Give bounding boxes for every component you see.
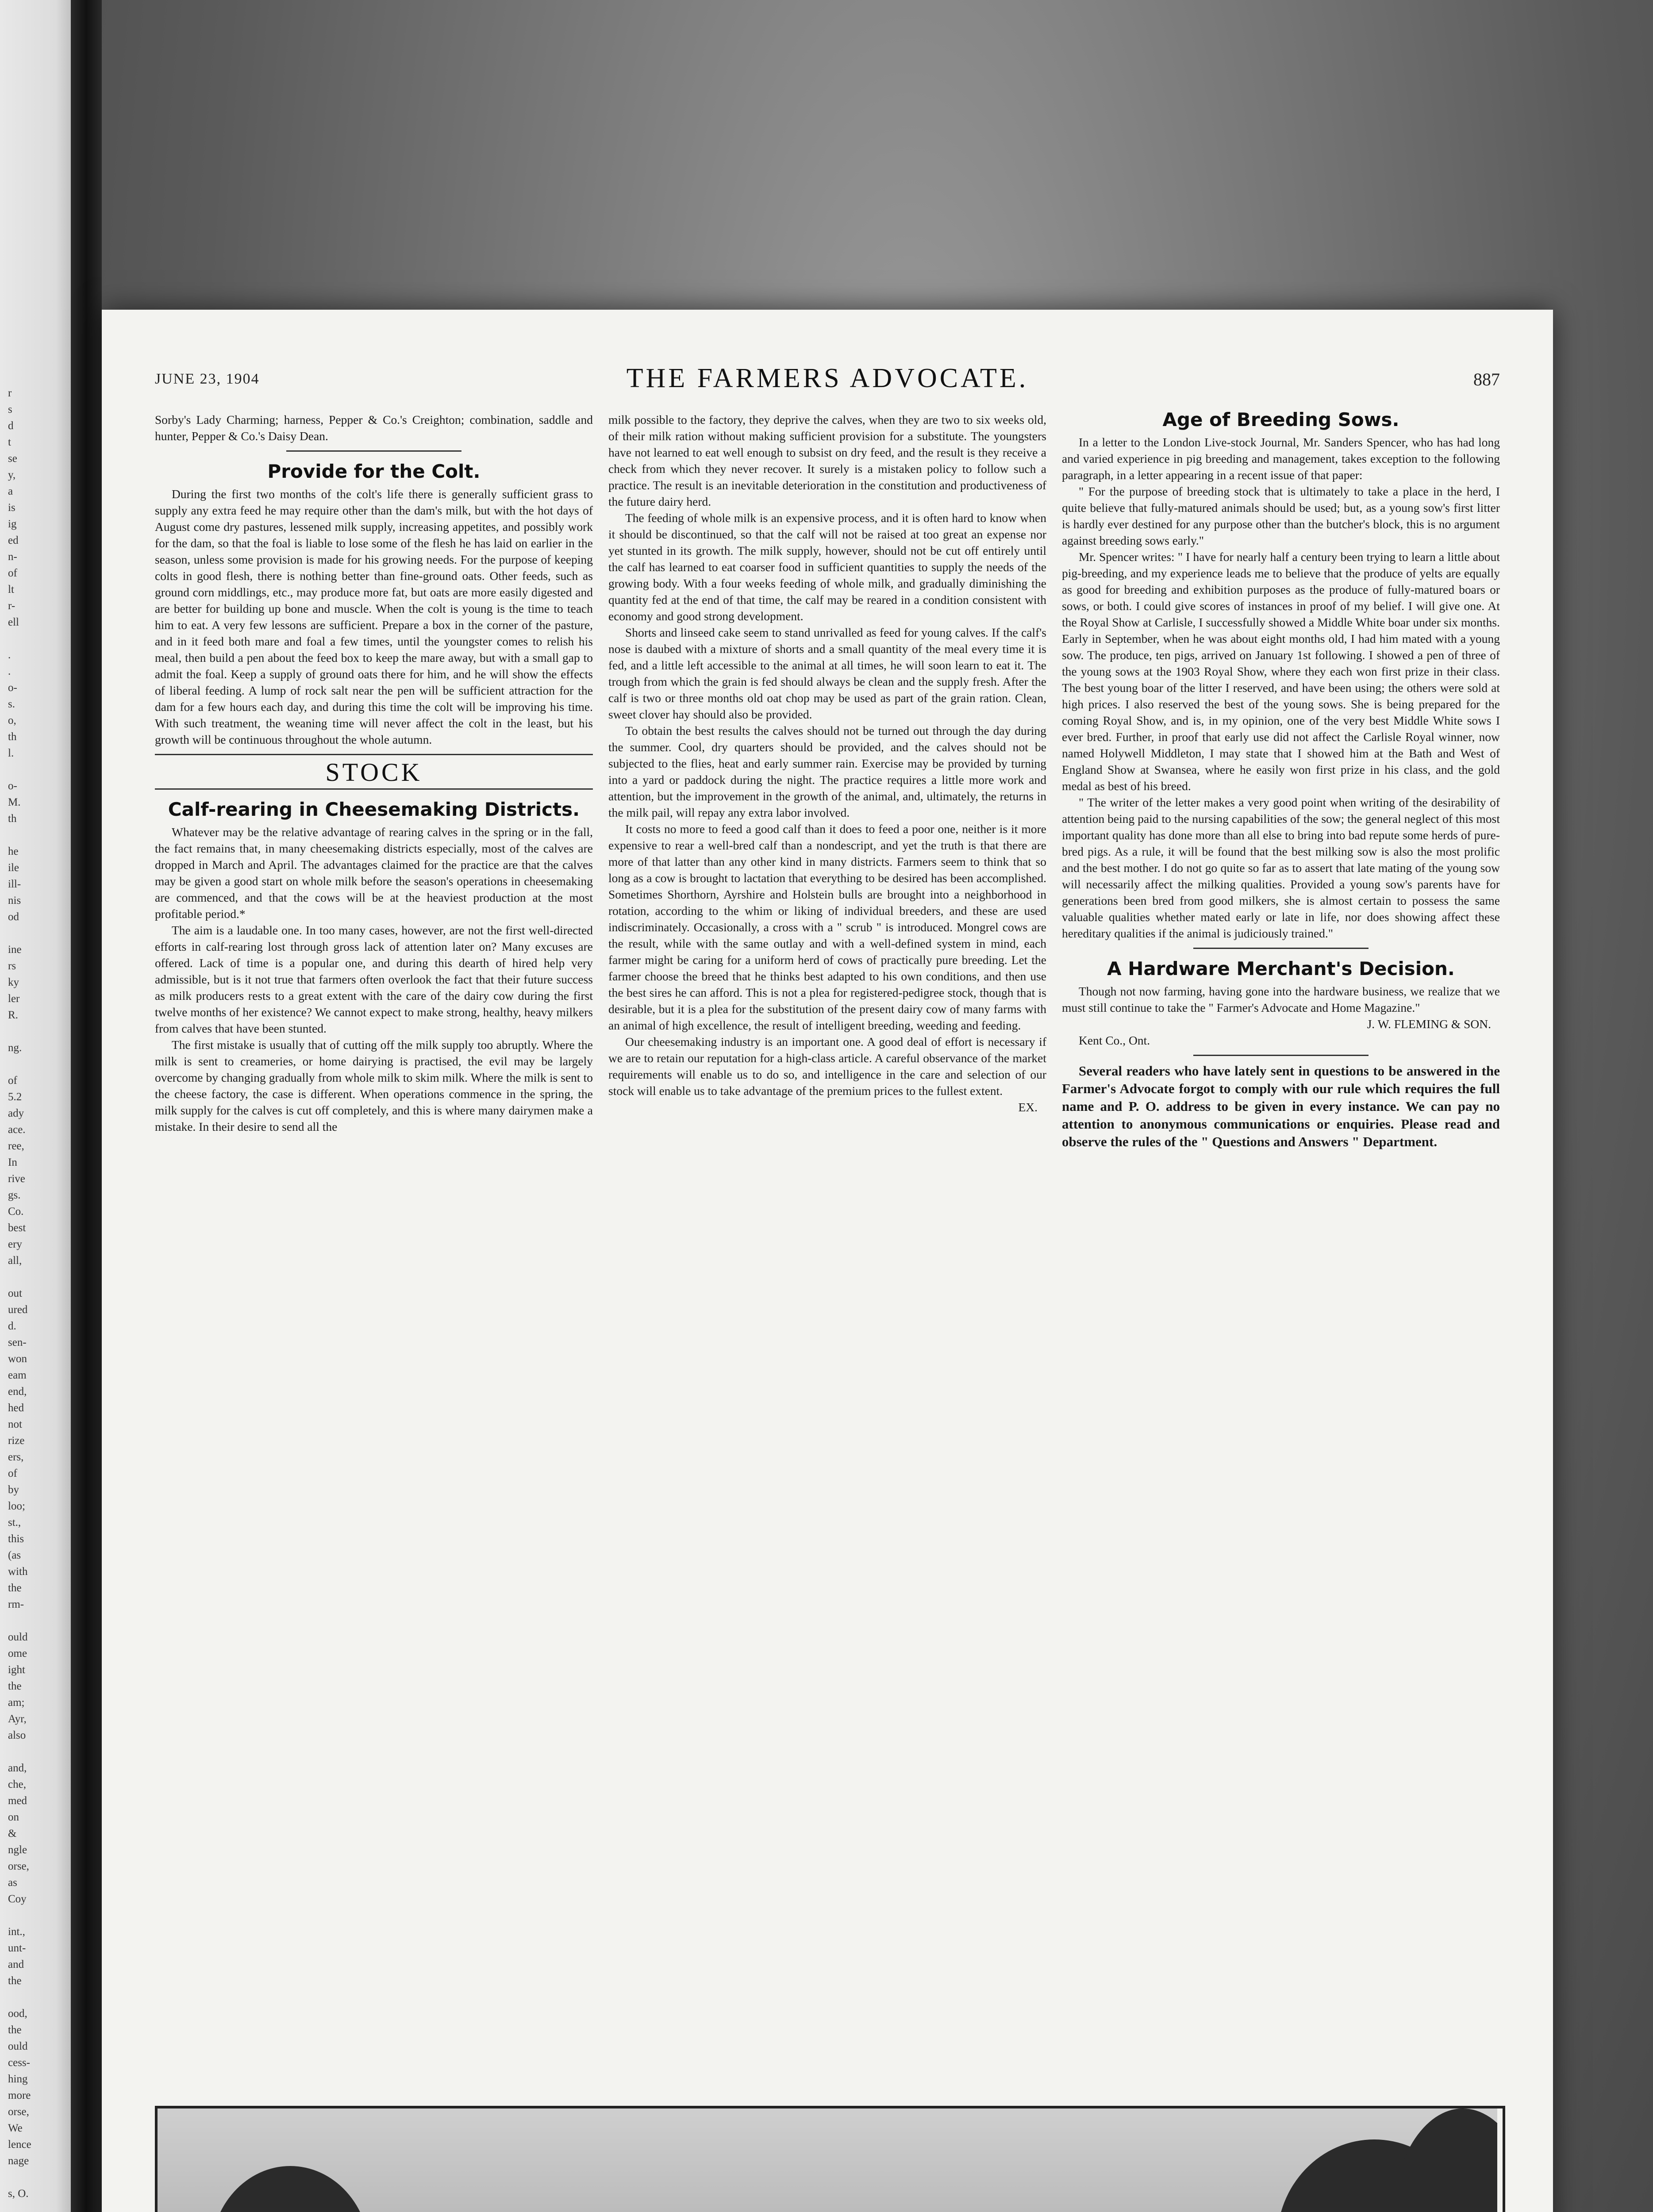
adjacent-page-fragment-line: se (8, 453, 17, 465)
adjacent-page-fragment-line: lence (8, 2139, 31, 2151)
article-paragraph: Our cheesemaking industry is an important one. A good deal of effort is necessary if we are to retain our reputation for a high-class article. A careful observance of the market requirements will enable us to do so, and intelligence in the care and selection of our stock will enable us to take advantage of the premium prices to the fullest extent. (608, 1035, 1046, 1098)
adjacent-page-fragment-line: o, (8, 714, 16, 726)
adjacent-page-fragment-line: & (8, 1828, 17, 1839)
adjacent-page-fragment-line: loo; (8, 1500, 25, 1512)
adjacent-page-fragment-line: on (8, 1811, 19, 1823)
adjacent-page-fragment-line: lt (8, 584, 14, 595)
masthead-title: THE FARMERS ADVOCATE. (626, 363, 1029, 393)
adjacent-page-fragment-line: In (8, 1156, 17, 1168)
article-title-colt: Provide for the Colt. (267, 461, 481, 482)
adjacent-page-fragment-line: he (8, 845, 19, 857)
article-paragraph: In a letter to the London Live-stock Journal, Mr. Sanders Spencer, who has had long and varied experience in pig breeding and management, takes exception to the following paragraph, in a letter appearing in a recent issue of that paper: (1062, 435, 1500, 482)
article-body-colt: During the first two months of the colt's life there is generally sufficient grass to supply any extra feed he may require other than the dam's milk, but with the hot days of August come dry pastures, lessened milk supply, increasing appetites, and possibly work for the dam, so that the foal is liable to lose some of the flesh he has laid on earlier in the season, unless some provision is made for his growing needs. For the purpose of keeping colts in good flesh, there is nothing better than fine-ground oats. Other feeds, such as ground corn middlings, etc., may produce more fat, but oats are more easily digested and are better for building up bone and muscle. When the colt is young is the time to teach him to eat. A very few lessons are sufficient. Prepare a box in the corner of the pasture, and in it feed both mare and foal a few times, until the youngster comes to relish his meal, then build a pen about the feed box to keep the mare away, but with a small gap to admit the foal. Keep a supply of ground oats there for him, and he will show the effects of liberal feeding. A lump of rock salt near the pen will be sufficient attraction for the dam for a few hours each day, and during this time the colt will be improving his time. With such treatment, the weaning time will never affect the colt in the least, but his growth will be continuous throughout the whole autumn. (155, 487, 593, 746)
adjacent-page-fragment-line: ill- (8, 878, 21, 890)
adjacent-page-fragment-line: of (8, 1075, 17, 1087)
adjacent-page-fragment-line: won (8, 1353, 27, 1365)
adjacent-page-fragment-line: hing (8, 2073, 28, 2085)
adjacent-page-fragment-line: Coy (8, 1893, 27, 1905)
adjacent-page-fragment-line: o- (8, 780, 17, 792)
adjacent-page-fragment-line: n- (8, 551, 17, 563)
adjacent-page-fragment-line: 5.2 (8, 1091, 22, 1103)
divider (1193, 1055, 1369, 1056)
adjacent-page-fragment-line: od (8, 911, 19, 923)
adjacent-page-fragment-line: a (8, 485, 13, 497)
author-signoff: EX. (1018, 1100, 1038, 1114)
adjacent-page-fragment-line: th (8, 731, 17, 743)
adjacent-page-fragment-line: out (8, 1287, 22, 1299)
adjacent-page-fragment-line: d (8, 420, 14, 432)
adjacent-page-fragment-line: . (8, 649, 11, 661)
adjacent-page-fragment-line: ured (8, 1304, 28, 1316)
adjacent-page-fragment-line: sen- (8, 1336, 27, 1348)
section-rule (155, 754, 593, 755)
newspaper-page (102, 310, 1553, 2212)
adjacent-page-fragment-line: rs (8, 960, 16, 972)
adjacent-page-fragment-line: rive (8, 1173, 25, 1185)
adjacent-page-fragment-line: ngle (8, 1844, 27, 1856)
adjacent-page-fragment-line: more (8, 2089, 31, 2101)
adjacent-page-fragment-line: this (8, 1533, 24, 1545)
adjacent-page-fragment-line: of (8, 567, 17, 579)
adjacent-page-fragment-line: ler (8, 993, 20, 1005)
article-paragraph: milk possible to the factory, they deprive the calves, when they are two to six weeks old, of their milk ration without making sufficient provision for a substitute. The youngsters have not learned to eat well enough to subsist on dry feed, and the result is they receive a check from which they never recover. It surely is a mistaken policy to follow such a practice. The result is an inevitable deterioration in the constitution and productiveness of the future dairy herd. (608, 413, 1046, 508)
adjacent-page-fragment-line: rize (8, 1435, 25, 1447)
adjacent-page-fragment-line: nage (8, 2155, 29, 2167)
adjacent-page-fragment-line: unt- (8, 1942, 26, 1954)
adjacent-page-fragment-line: y, (8, 469, 16, 481)
article-paragraph: Mr. Spencer writes: " I have for nearly half a century been trying to learn a little about pig-breeding, and my experience leads me to believe that the produce of yelts are equally as good for breeding and exhibition purposes as the produce of fully-matured boars or sows, or both. I could give scores of instances in proof of my belief. I will give one. At the Royal Show at Carlisle, I successfully showed a Middle White boar under six months. Early in September, when he was about eight months old, I had him mated with a young sow. The produce, ten pigs, arrived on January 1st following. I showed a pen of three of the young sows at the 1903 Royal Show, where they each won first prize in their class. The best young boar of the litter I reserved, and have been using; the others were sold at high prices. I also reserved the best of the young sows. She is being prepared for the coming Royal Show, and is, in my opinion, one of the very best Middle White sows I ever bred. Further, in proof that early use did not affect the Carlisle Royal winner, now named Holywell Middleton, I may state that I showed him at the Bath and West of England Show at Swansea, where he easily won first prize in his class, and the gold medal as best of his breed. (1062, 550, 1500, 793)
adjacent-page-fragment-line: s (8, 403, 12, 415)
adjacent-page-fragment-line: is (8, 502, 15, 514)
adjacent-page-fragment-line: ome (8, 1647, 27, 1659)
adjacent-page-fragment-line: ng. (8, 1042, 22, 1054)
adjacent-page-fragment-line: also (8, 1729, 26, 1741)
adjacent-page-fragment-line: st., (8, 1517, 21, 1528)
editorial-notice: Several readers who have lately sent in questions to be answered in the Farmer's Advocate forgot to comply with our rule which requires the full name and P. O. address to be given in every instance. We can pay no attention to anonymous communications or enquiries. Please read and observe the rules of the " Questions and Answers " Department. (1062, 1063, 1500, 1149)
adjacent-page-fragment-line: as (8, 1877, 17, 1889)
adjacent-page-fragment-line: of (8, 1467, 17, 1479)
article-paragraph: Though not now farming, having gone into the hardware business, we realize that we must still continue to take the " Farmer's Advocate and Home Magazine." (1062, 984, 1500, 1014)
adjacent-page-fragment-line: ight (8, 1664, 25, 1676)
article-quote: " For the purpose of breeding stock that is ultimately to take a place in the herd, I quite believe that fully-matured animals should be used; but, as a young sow's first litter is hardly ever destined for any purpose other than the butcher's block, this is no argument against breeding sows early." (1062, 484, 1500, 547)
adjacent-page-fragment-line: orse, (8, 2106, 29, 2118)
adjacent-page-fragment-line: the (8, 1582, 22, 1594)
adjacent-page-fragment-line: Ayr, (8, 1713, 27, 1725)
adjacent-page-fragment-line: med (8, 1795, 27, 1807)
adjacent-page-fragment-line: orse, (8, 1860, 29, 1872)
adjacent-page-fragment-line: l. (8, 747, 14, 759)
adjacent-page-fragment-line: R. (8, 1009, 18, 1021)
divider (1193, 948, 1369, 949)
adjacent-page-fragment-line: nis (8, 895, 21, 906)
adjacent-page-fragment-line: t (8, 436, 11, 448)
adjacent-page-fragment-line: ed (8, 534, 19, 546)
article-paragraph: The aim is a laudable one. In too many cases, however, are not the first well-directed efforts in calf-rearing lost through gross lack of attention later on? Many excuses are offered. Lack of time is a popular one, and during this dearth of hired help very admissible, but is it not true that farmers often overlook the fact that their future success as milk producers rests to a great extent with the care of the dairy cow during the first twelve months of her existence? We cannot expect to make strong, healthy, heavy milkers from calves that have been stunted. (155, 923, 593, 1035)
adjacent-page-fragment-line: d. (8, 1320, 16, 1332)
adjacent-page-fragment-line: ould (8, 1631, 28, 1643)
adjacent-page-fragment-line: ood, (8, 2008, 27, 2020)
adjacent-page-fragment-line: ould (8, 2040, 28, 2052)
adjacent-page-fragment-line: M. (8, 796, 21, 808)
adjacent-page-fragment-line: all, (8, 1255, 22, 1267)
adjacent-page-fragment-line: end, (8, 1386, 27, 1398)
article-paragraph: The first mistake is usually that of cutting off the milk supply too abruptly. Where the milk is sent to creameries, or home dairying is practised, the evil may be largely overcome by changing gradually from whole milk to skim milk. Where the milk is sent to the cheese factory, the case is different. When operations commence in the spring, the milk supply for the calves is cut off completely, and this is where many dairymen make a mistake. In their desire to send all the (155, 1038, 593, 1133)
column-3 (1062, 411, 1500, 1151)
column-1 (155, 411, 593, 1135)
adjacent-page-fragment-line: int., (8, 1926, 25, 1938)
article-paragraph: Whatever may be the relative advantage of rearing calves in the spring or in the fall, the fact remains that, in many cheesemaking districts especially, most of the calves are dropped in March and April. The advantages claimed for the practice are that the calves may be given a good start on whole milk before the season's operations in cheesemaking are commenced, and that the cows will be at the heaviest production at the most profitable period.* (155, 825, 593, 921)
adjacent-page-fragment-line: th (8, 813, 17, 825)
page-header (155, 363, 1500, 394)
column-2 (608, 411, 1046, 1115)
page-number: 887 (1473, 369, 1500, 389)
article-paragraph: Shorts and linseed cake seem to stand unrivalled as feed for young calves. If the calf's nose is daubed with a mixture of shorts and a small quantity of the meal every time it is fed, and a little left accessible to the animal at all times, he will soon learn to eat it. The trough from which the grain is fed should always be clean and the supply fresh. After the calf is two or three months old oat chop may be used as part of the grain ration. Clean, sweet clover hay should also be provided. (608, 626, 1046, 721)
adjacent-page-fragment-line: eam (8, 1369, 27, 1381)
adjacent-page-fragment-line: the (8, 1975, 22, 1987)
section-heading-stock: STOCK (325, 758, 423, 787)
adjacent-page-fragment-line: am; (8, 1697, 25, 1709)
issue-date: JUNE 23, 1904 (155, 371, 260, 387)
divider (286, 450, 461, 452)
adjacent-page-fragment-line: s. (8, 698, 15, 710)
adjacent-page-fragment-line: cess- (8, 2057, 30, 2069)
article-title-sows: Age of Breeding Sows. (1162, 409, 1399, 430)
adjacent-page-fragment-line: with (8, 1566, 28, 1578)
adjacent-page-fragment-line: (as (8, 1549, 21, 1561)
book-binding (71, 0, 102, 2212)
adjacent-page-fragment-line: by (8, 1484, 19, 1496)
show-results-fragment: Sorby's Lady Charming; harness, Pepper & Co.'s Creighton; combination, saddle and hunter, Pepper & Co.'s Daisy Dean. (155, 413, 593, 443)
photo-illustration (158, 2108, 1497, 2212)
adjacent-page-fragment-line: ace. (8, 1124, 26, 1136)
adjacent-page-fragment-line: ers, (8, 1451, 24, 1463)
adjacent-page-fragment-line: rm- (8, 1598, 24, 1610)
adjacent-page-fragment-line: We (8, 2122, 23, 2134)
article-title-calf: Calf-rearing in Cheesemaking Districts. (168, 799, 580, 820)
letter-signature: J. W. FLEMING & SON. (1367, 1017, 1491, 1031)
article-paragraph: It costs no more to feed a good calf than it does to feed a poor one, neither is it more expensive to rear a well-bred calf than a nondescript, and yet the truth is that there are more of that latter than any other kind in many districts. Farmers seem to think that so long as a cow is brought to lactation that everything to be desired has been accomplished. Sometimes Shorthorn, Ayrshire and Holstein bulls are brought into a neighborhood in rotation, according to the whim or liking of individual breeders, and these are used indiscriminately. Occasionally, a cross with a " scrub " is introduced. Mongrel cows are the result, while with the same outlay and with a well-defined system in mind, each farmer might be caring for a uniform herd of cows of practically pure breeding. Let the farmer choose the breed that he thinks best adapted to his own conditions, and then use the best sires he can afford. This is not a plea for registered-pedigree stock, though that is desirable, but it is a plea for the substitution of the present dairy cow of many farms with an animal of high excellence, the result of intelligent breeding, weeding and feeding. (608, 822, 1046, 1032)
article-paragraph: The feeding of whole milk is an expensive process, and it is often hard to know when it should be discontinued, so that the calf will not be raised at too great an expense nor yet stunted in its growth. The milk supply, however, should not be cut off entirely until the calf has learned to eat coarser food in sufficient quantities to supply the needs of the growing body. With a four weeks feeding of whole milk, and gradually diminishing the quantity fed at the end of that time, the calf may be reared in a condition consistent with economy and good strong development. (608, 511, 1046, 623)
article-title-hardware: A Hardware Merchant's Decision. (1107, 958, 1455, 979)
adjacent-page-fragment-line: r- (8, 600, 15, 612)
adjacent-page-fragment-line: hed (8, 1402, 24, 1414)
adjacent-page-fragment-line: . (8, 665, 11, 677)
adjacent-page-fragment-line: and (8, 1959, 24, 1970)
adjacent-page-fragment-line: ig (8, 518, 17, 530)
adjacent-page-fragment-line: not (8, 1418, 22, 1430)
adjacent-page-fragment-line: ile (8, 862, 19, 874)
adjacent-page-fragment-line: ery (8, 1238, 22, 1250)
adjacent-page-fragment-line: ine (8, 944, 22, 956)
adjacent-page-fragment-line: and, (8, 1762, 27, 1774)
adjacent-page-fragment-line: r (8, 387, 12, 399)
adjacent-page-fragment-line: che, (8, 1778, 26, 1790)
article-paragraph: To obtain the best results the calves should not be turned out through the day during the summer. Cool, dry quarters should be provided, and the calves should not be subjected to the flies, heat and early summer rain. Exercise may be provided by turning into a yard or paddock during the night. The practice requires a little more work and attention, but the improvement in the growth of the animal, and, ultimately, the returns in the milk pail, will repay any extra labor involved. (608, 724, 1046, 819)
section-rule (155, 788, 593, 790)
adjacent-page-fragment-line: the (8, 2024, 22, 2036)
article-paragraph: " The writer of the letter makes a very good point when writing of the desirability of attention being paid to the nursing capabilities of the sow; the general neglect of this most important quality has done more than all else to bring into bad repute some herds of pure-bred pigs. As a rule, it will be found that the best milking sow is also the most prolific and the best mother. I do not go quite so far as to assert that late mating of the young sow will necessarily affect the milking qualities. Provided a young sow's parents have for generations been bred from good milkers, she is almost certain to possess the same valuable qualities whether mated early or late in life, nor does showing affect these hereditary qualities if the animal is judiciously trained." (1062, 795, 1500, 940)
adjacent-page-fragment-line: ady (8, 1107, 24, 1119)
stock-parade-photograph (155, 2106, 1505, 2212)
adjacent-page-fragment-line: best (8, 1222, 26, 1234)
letter-location: Kent Co., Ont. (1079, 1033, 1150, 1047)
adjacent-page-fragment-line: the (8, 1680, 22, 1692)
adjacent-page-fragment-line: gs. (8, 1189, 21, 1201)
adjacent-page-fragment-line: ree, (8, 1140, 24, 1152)
adjacent-page-fragment-line: s, O. (8, 2188, 29, 2200)
adjacent-page-fragment-line: ky (8, 976, 19, 988)
adjacent-page-fragment-line: ell (8, 616, 19, 628)
adjacent-page-fragment-line: Co. (8, 1206, 24, 1217)
adjacent-page-fragment-line: o- (8, 682, 17, 694)
